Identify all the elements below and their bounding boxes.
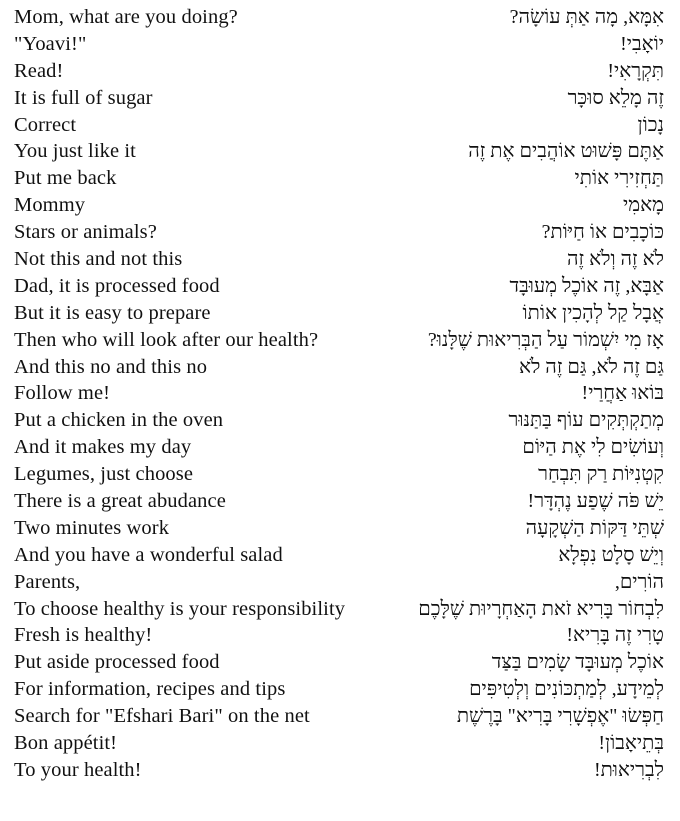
translation-row (14, 676, 664, 703)
translation-row (14, 596, 664, 623)
hebrew-line: אַתֶּם פָּשׁוּט אוֹהֲבִים אֶת זֶה (468, 140, 664, 163)
translation-row (14, 85, 664, 112)
translation-row (14, 380, 664, 407)
english-line: Mommy (14, 194, 86, 217)
english-line: You just like it (14, 140, 136, 163)
hebrew-line: זֶה מָלֵא סוּכָּר (567, 86, 664, 109)
translation-row (14, 730, 664, 757)
hebrew-line: לֹא זֶה וְלֹא זֶה (567, 248, 664, 271)
hebrew-line: אוֹכֶל מְעוּבָּד שָׂמִים בַּצַּד (491, 651, 664, 674)
hebrew-line: בְּתֵיאָבוֹן! (598, 732, 664, 755)
hebrew-line: חַפְּשׂוּ "אֶפְשָׁרִי בָּרִיא" בָּרֶשֶׁת (456, 705, 664, 728)
english-line: Two minutes work (14, 516, 170, 539)
hebrew-line: לִבְחוֹר בָּרִיא זֹאת הָאַחְרָיוּת שֶׁלָּכֶם (418, 597, 664, 620)
translation-row (14, 515, 664, 542)
english-line: Put a chicken in the oven (14, 409, 224, 432)
translation-list (14, 4, 664, 784)
translation-row (14, 622, 664, 649)
translation-row (14, 327, 664, 354)
translation-row (14, 488, 664, 515)
english-line: Then who will look after our health? (14, 328, 319, 351)
hebrew-line: מְתַקְתְּקִים עוֹף בַּתַּנּוּר (508, 409, 664, 432)
hebrew-line: לְמֵידָע, לְמַתְכּוֹנִים וְלְטִיפִּים (469, 678, 664, 701)
translation-row (14, 31, 664, 58)
hebrew-line: גַּם זֶה לֹא, גַּם זֶה לֹא (518, 355, 664, 378)
translation-row (14, 757, 664, 784)
english-line: There is a great abudance (14, 490, 226, 513)
hebrew-line: שְׁתֵּי דַּקּוֹת הַשְׁקָעָה (525, 516, 664, 539)
english-line: It is full of sugar (14, 86, 153, 109)
english-line: Put me back (14, 167, 117, 190)
english-line: "Yoavi!" (14, 32, 87, 55)
english-line: Follow me! (14, 382, 111, 405)
english-line: To your health! (14, 758, 142, 781)
english-line: But it is easy to prepare (14, 301, 211, 324)
translation-row (14, 58, 664, 85)
translation-row (14, 112, 664, 139)
english-line: Parents, (14, 570, 81, 593)
hebrew-line: אִמָּא, מָה אַתְּ עוֹשָׂה? (509, 6, 664, 28)
english-line: For information, recipes and tips (14, 678, 286, 701)
english-line: Read! (14, 59, 64, 82)
english-line: Correct (14, 113, 77, 136)
hebrew-line: טָרִי זֶה בָּרִיא! (566, 624, 664, 647)
translation-row (14, 273, 664, 300)
translation-row (14, 703, 664, 730)
hebrew-line: וְעוֹשִׂים לִי אֶת הַיּוֹם (522, 436, 664, 459)
hebrew-line: יוֹאָבִי! (620, 32, 664, 55)
english-line: And you have a wonderful salad (14, 543, 283, 566)
english-line: Put aside processed food (14, 651, 220, 674)
hebrew-line: לִבְרִיאוּת! (593, 758, 664, 781)
english-line: Dad, it is processed food (14, 274, 220, 297)
hebrew-line: אָז מִי יִשְׁמוֹר עַל הַבְּרִיאוּת שֶׁלָּנוּ? (427, 328, 664, 351)
translation-row (14, 649, 664, 676)
hebrew-line: וְיֵשׁ סָלָט נִפְלָא (558, 543, 664, 566)
english-line: And it makes my day (14, 436, 192, 459)
hebrew-line: הוֹרִים, (614, 570, 664, 593)
translation-row (14, 138, 664, 165)
translation-row (14, 354, 664, 381)
translation-row (14, 434, 664, 461)
hebrew-line: יֵשׁ פֹּה שֶׁפַע נֶהְדָּר! (527, 490, 664, 513)
hebrew-line: בּוֹאוּ אַחֲרַי! (581, 382, 664, 405)
english-line: Not this and not this (14, 248, 183, 271)
english-line: Fresh is healthy! (14, 624, 153, 647)
translation-row (14, 542, 664, 569)
hebrew-line: אַבָּא, זֶה אוֹכֶל מְעוּבָּד (509, 274, 664, 297)
hebrew-line: נָכוֹן (637, 113, 664, 136)
english-line: And this no and this no (14, 355, 208, 378)
translation-row (14, 407, 664, 434)
hebrew-line: כּוֹכָבִים אוֹ חַיּוֹת? (541, 221, 664, 244)
english-line: Legumes, just choose (14, 463, 194, 486)
translation-row (14, 192, 664, 219)
hebrew-line: תִּקְרָאִי! (607, 59, 664, 82)
translation-row (14, 569, 664, 596)
hebrew-line: קִטְנִיּוֹת רַק תִּבְחַר (538, 463, 664, 486)
english-line: To choose healthy is your responsibility (14, 597, 346, 620)
hebrew-line: מָאמִי (623, 194, 664, 217)
english-line: Search for "Efshari Bari" on the net (14, 705, 310, 728)
translation-row (14, 219, 664, 246)
english-line: Bon appétit! (14, 732, 118, 755)
english-line: Stars or animals? (14, 221, 157, 244)
translation-row (14, 165, 664, 192)
translation-row (14, 461, 664, 488)
hebrew-line: אֲבָל קַל לְהָכִין אוֹתוֹ (522, 301, 664, 324)
hebrew-line: תַּחְזִירִי אוֹתִי (574, 167, 664, 190)
translation-row (14, 300, 664, 327)
translation-row (14, 246, 664, 273)
translation-row (14, 4, 664, 31)
english-line: Mom, what are you doing? (14, 6, 238, 28)
